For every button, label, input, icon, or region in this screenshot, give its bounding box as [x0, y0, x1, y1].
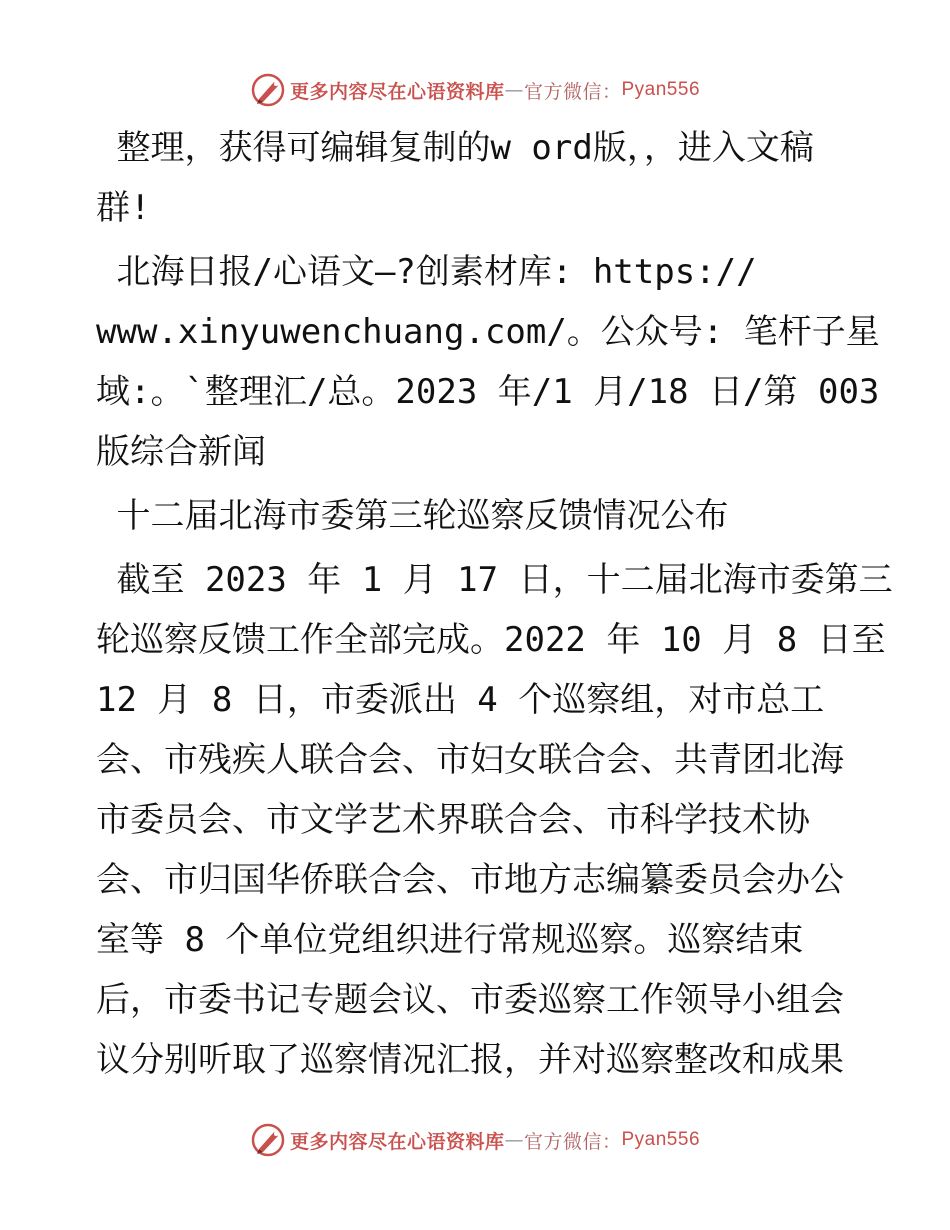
text-line: 版综合新闻 [96, 432, 266, 472]
header-watermark [0, 70, 950, 110]
watermark-wechat-id: Pyan556 [621, 1129, 701, 1150]
watermark-wechat-label: 官方微信： [523, 80, 622, 103]
text-line: 群! [96, 188, 151, 228]
paragraph-source [96, 242, 880, 482]
pen-logo-icon [250, 1122, 286, 1158]
text-line: 议分别听取了巡察情况汇报，并对巡察整改和成果 [96, 1040, 844, 1080]
text-line: 市委员会、市文学艺术界联合会、市科学技术协 [96, 800, 810, 840]
watermark-separator: — [504, 1129, 524, 1151]
text-line: 十二届北海市委第三轮巡察反馈情况公布 [96, 496, 729, 536]
text-line: 截至 2023 年 1 月 17 日，十二届北海市委第三 [96, 560, 893, 600]
text-line: www.xinyuwenchuang.com/。公众号: 笔杆子星 [96, 312, 880, 352]
watermark-separator: — [504, 79, 524, 101]
watermark-wechat-id: Pyan556 [621, 79, 701, 100]
text-line: 整理，获得可编辑复制的w ord版，，进入文稿 [96, 128, 814, 168]
pen-logo-icon [250, 72, 286, 108]
footer-watermark [0, 1120, 950, 1160]
text-line: 北海日报/心语文—?创素材库: https:// [96, 252, 757, 292]
text-line: 域:。`整理汇/总。2023 年/1 月/18 日/第 003 [96, 372, 880, 412]
article-title [96, 486, 856, 546]
paragraph-body [96, 550, 893, 1090]
watermark-wechat-label: 官方微信： [523, 1130, 622, 1153]
document-body [96, 118, 893, 1090]
text-line: 室等 8 个单位党组织进行常规巡察。巡察结束 [96, 920, 804, 960]
text-line: 12 月 8 日，市委派出 4 个巡察组，对市总工 [96, 680, 825, 720]
text-line: 会、市残疾人联合会、市妇女联合会、共青团北海 [96, 740, 844, 780]
watermark-main-text: 更多内容尽在心语资料库 [289, 80, 505, 103]
text-line: 后，市委书记专题会议、市委巡察工作领导小组会 [96, 980, 844, 1020]
paragraph-intro [96, 118, 856, 238]
text-line: 会、市归国华侨联合会、市地方志编纂委员会办公 [96, 860, 844, 900]
text-line: 轮巡察反馈工作全部完成。2022 年 10 月 8 日至 [96, 620, 886, 660]
watermark-main-text: 更多内容尽在心语资料库 [289, 1130, 505, 1153]
